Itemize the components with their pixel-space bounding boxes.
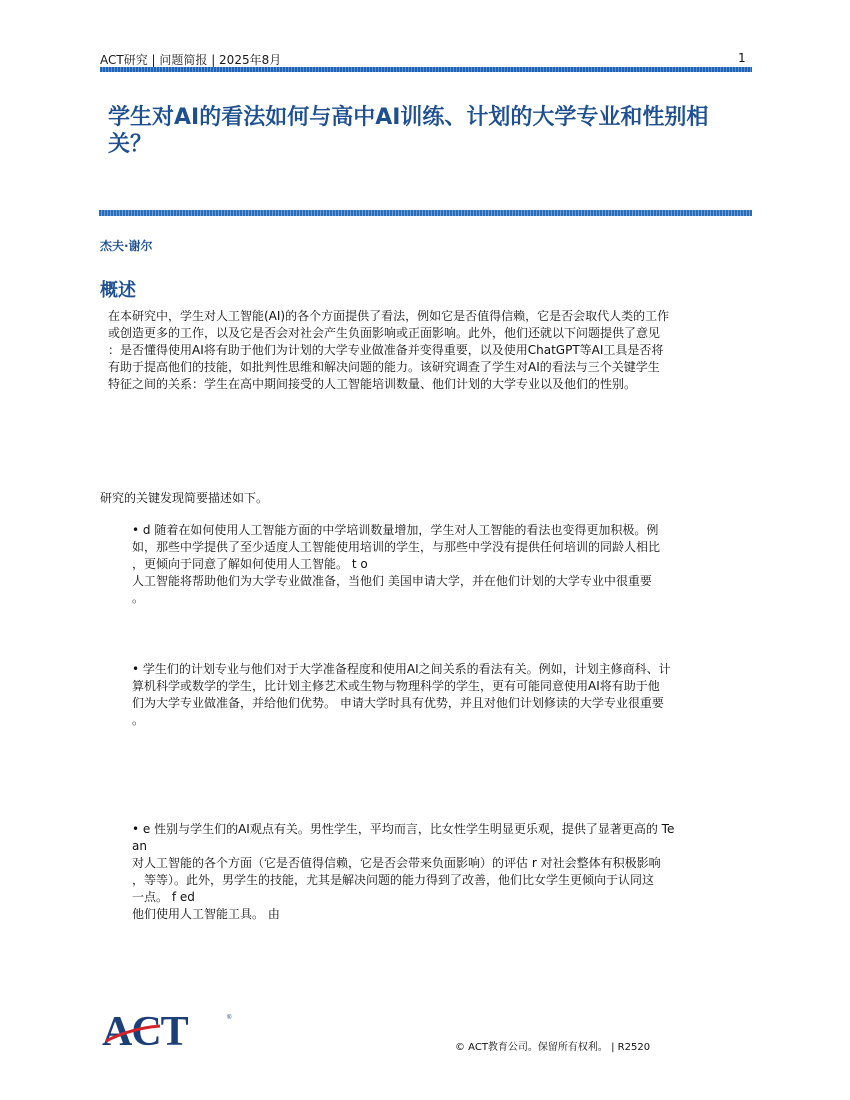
bullet-line: 算机科学或数学的学生，比计划主修艺术或生物与物理科学的学生，更有可能同意使用AI将有助于他 [132,679,660,693]
header-issue-line: ACT研究 | 问题简报 | 2025年8月 [100,53,282,67]
overview-paragraph [108,308,758,393]
title-rule [99,210,752,216]
bullet-line: 他们使用人工智能工具。 由 [132,907,280,921]
overview-line: ：是否懂得使用AI将有助于他们为计划的大学专业做准备并变得重要，以及使用ChatGPT等AI工具是否将 [108,343,664,357]
bullet-line: 一点。 f ed [132,890,195,904]
bullet-line: • 学生们的计划专业与他们对于大学准备程度和使用AI之间关系的看法有关。例如，计划主修商科、计 [132,662,671,676]
bullet-line: 如，那些中学提供了至少适度人工智能使用培训的学生，与那些中学没有提供任何培训的同龄人相比 [132,540,661,554]
finding-bullet-gender [132,821,752,923]
bullet-line: ，更倾向于同意了解如何使用人工智能。 t o [132,557,368,571]
bullet-line: 们为大学专业做准备，并给他们优势。 申请大学时具有优势，并且对他们计划修读的大学专业很重要 [132,696,664,710]
bullet-line: • e 性别与学生们的AI观点有关。男性学生，平均而言，比女性学生明显更乐观，提供了显著更高的 Te [132,822,675,836]
footer-copyright: © ACT教育公司。保留所有权利。 | R2520 [455,1042,651,1053]
bullet-line: 对人工智能的各个方面（它是否值得信赖，它是否会带来负面影响）的评估 r 对社会整体有积极影响 [132,856,661,870]
overview-line: 在本研究中，学生对人工智能(AI)的各个方面提供了看法，例如它是否值得信赖，它是否会取代人类的工作 [108,309,670,323]
overview-line: 或创造更多的工作，以及它是否会对社会产生负面影响或正面影响。此外，他们还就以下问题提供了意见 [108,326,661,340]
finding-bullet-training [132,522,752,607]
section-heading-overview: 概述 [100,280,136,301]
bullet-line: 人工智能将帮助他们为大学专业做准备，当他们 美国申请大学，并在他们计划的大学专业中很重要 [132,574,652,588]
overview-line: 特征之间的关系：学生在高中期间接受的人工智能培训数量、他们计划的大学专业以及他们的性别。 [108,377,637,391]
act-logo [102,1010,237,1050]
findings-intro: 研究的关键发现简要描述如下。 [100,491,269,505]
bullet-line: 。 [132,713,145,727]
page-number: 1 [738,51,746,65]
finding-bullet-major [132,661,752,729]
svg-text:®: ® [227,1015,232,1021]
header-rule [100,67,752,72]
document-title: 学生对AI的看法如何与高中AI训练、计划的大学专业和性别相关？ [108,105,709,157]
svg-text:ACT: ACT [102,1010,188,1050]
overview-line: 有助于提高他们的技能，如批判性思维和解决问题的能力。该研究调查了学生对AI的看法与三个关键学生 [108,360,660,374]
author-name: 杰夫·谢尔 [100,239,153,253]
bullet-line: an [132,839,147,853]
bullet-line: 。 [132,591,145,605]
bullet-line: ，等等）。此外，男学生的技能，尤其是解决问题的能力得到了改善，他们比女学生更倾向于认同这 [132,873,655,887]
bullet-line: • d 随着在如何使用人工智能方面的中学培训数量增加，学生对人工智能的看法也变得更加积极。例 [132,523,659,537]
